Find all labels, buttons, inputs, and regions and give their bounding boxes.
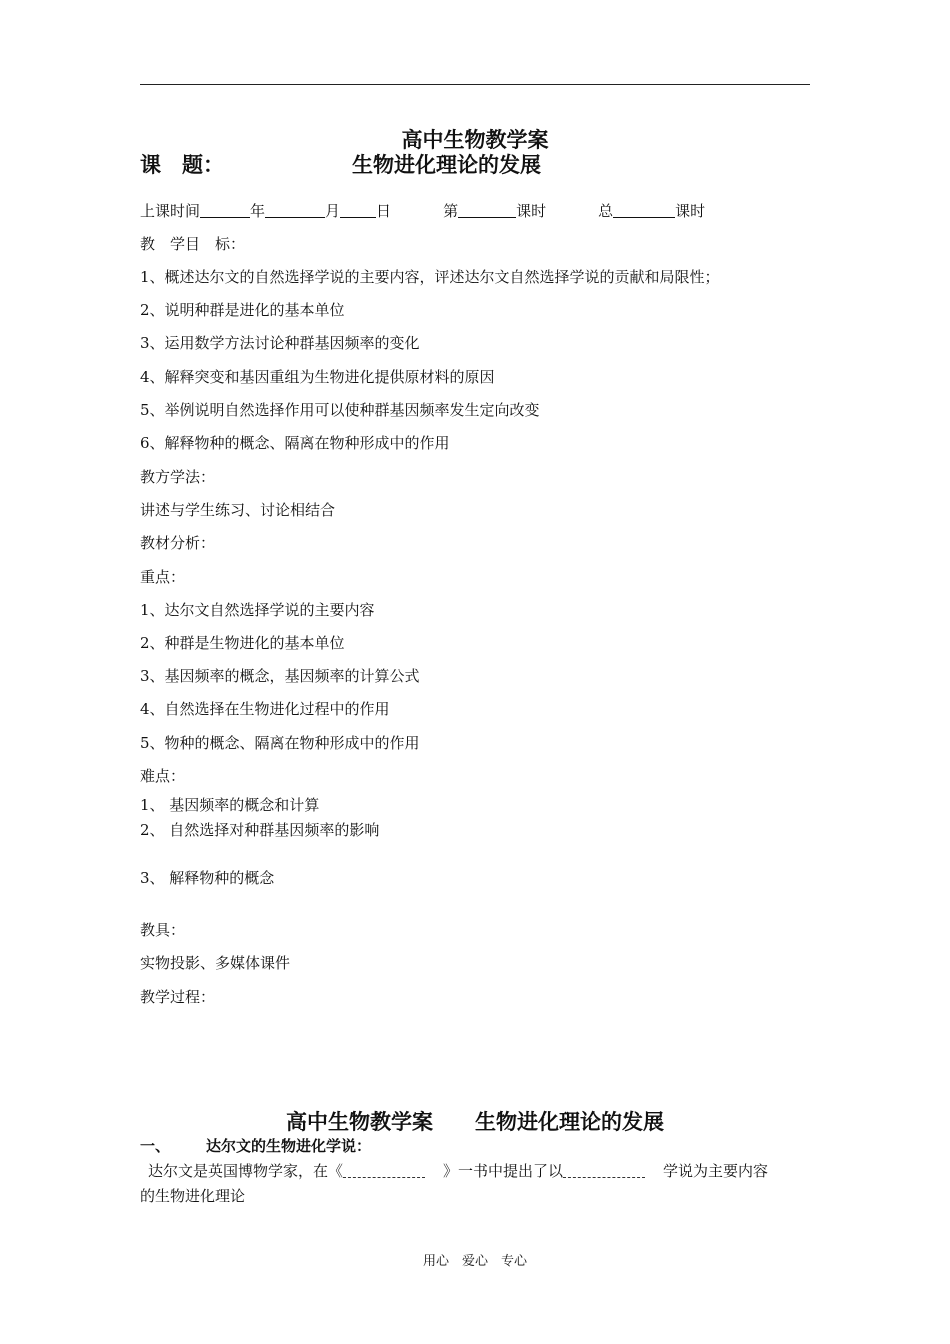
- fill-in-line: [148, 1160, 768, 1181]
- fill-in-text-a: 达尔文是英国博物学家，在《: [148, 1162, 344, 1180]
- objective-item: 4、解释突变和基因重组为生物进化提供原材料的原因: [140, 368, 495, 386]
- key-point-item: 4、自然选择在生物进化过程中的作用: [140, 700, 390, 718]
- analysis-heading: 教材分析：: [140, 534, 216, 552]
- methods-heading: 教方学法：: [140, 468, 216, 486]
- objective-item: 3、运用数学方法讨论种群基因频率的变化: [140, 334, 420, 352]
- period-text: 课时: [516, 202, 547, 220]
- difficult-point-item: 2、 自然选择对种群基因频率的影响: [140, 821, 380, 839]
- day-text: 日: [376, 202, 392, 220]
- process-heading: 教学过程：: [140, 988, 216, 1006]
- difficult-point-item: 1、 基因频率的概念和计算: [140, 796, 320, 814]
- difficult-point-item: 3、 解释物种的概念: [140, 869, 275, 887]
- topic-title: 生物进化理论的发展: [352, 153, 541, 177]
- key-point-item: 5、物种的概念、隔离在物种形成中的作用: [140, 734, 420, 752]
- fill-in-line-2: 的生物进化理论: [140, 1187, 246, 1205]
- topic-label: 课 题：: [140, 153, 224, 177]
- objective-item: 6、解释物种的概念、隔离在物种形成中的作用: [140, 434, 450, 452]
- section-number: 一、: [140, 1137, 171, 1155]
- objective-item: 2、说明种群是进化的基本单位: [140, 301, 345, 319]
- period-blank: [458, 202, 516, 218]
- section-title: 高中生物教学案 生物进化理论的发展: [286, 1110, 664, 1134]
- schedule-label: 上课时间: [140, 202, 201, 220]
- difficult-points-heading: 难点：: [140, 767, 186, 785]
- fill-in-text-c: 学说为主要内容: [663, 1162, 769, 1180]
- month-blank: [265, 202, 325, 218]
- day-blank: [340, 202, 376, 218]
- nth-text: 第: [443, 202, 459, 220]
- total-text: 总: [598, 202, 614, 220]
- tools-heading: 教具：: [140, 921, 186, 939]
- year-text: 年: [250, 202, 266, 220]
- methods-text: 讲述与学生练习、讨论相结合: [140, 501, 336, 519]
- page-footer: 用心 爱心 专心: [422, 1254, 527, 1269]
- key-point-item: 3、基因频率的概念，基因频率的计算公式: [140, 667, 420, 685]
- theory-blank[interactable]: [563, 1162, 645, 1178]
- book-title-blank[interactable]: [343, 1162, 425, 1178]
- year-blank: [200, 202, 250, 218]
- schedule-line: [140, 200, 705, 221]
- section-heading: 达尔文的生物进化学说：: [206, 1137, 372, 1155]
- total-period-text: 课时: [675, 202, 706, 220]
- month-text: 月: [325, 202, 341, 220]
- objectives-heading: 教 学目 标：: [140, 235, 246, 253]
- total-blank: [613, 202, 675, 218]
- main-title: 高中生物教学案: [401, 128, 549, 152]
- header-rule: [140, 84, 810, 85]
- objective-item: 1、概述达尔文的自然选择学说的主要内容，评述达尔文自然选择学说的贡献和局限性；: [140, 268, 720, 286]
- tools-text: 实物投影、多媒体课件: [140, 954, 291, 972]
- key-point-item: 2、种群是生物进化的基本单位: [140, 634, 345, 652]
- key-point-item: 1、达尔文自然选择学说的主要内容: [140, 601, 375, 619]
- key-points-heading: 重点：: [140, 568, 186, 586]
- fill-in-text-b: 》一书中提出了以: [443, 1162, 564, 1180]
- objective-item: 5、举例说明自然选择作用可以使种群基因频率发生定向改变: [140, 401, 540, 419]
